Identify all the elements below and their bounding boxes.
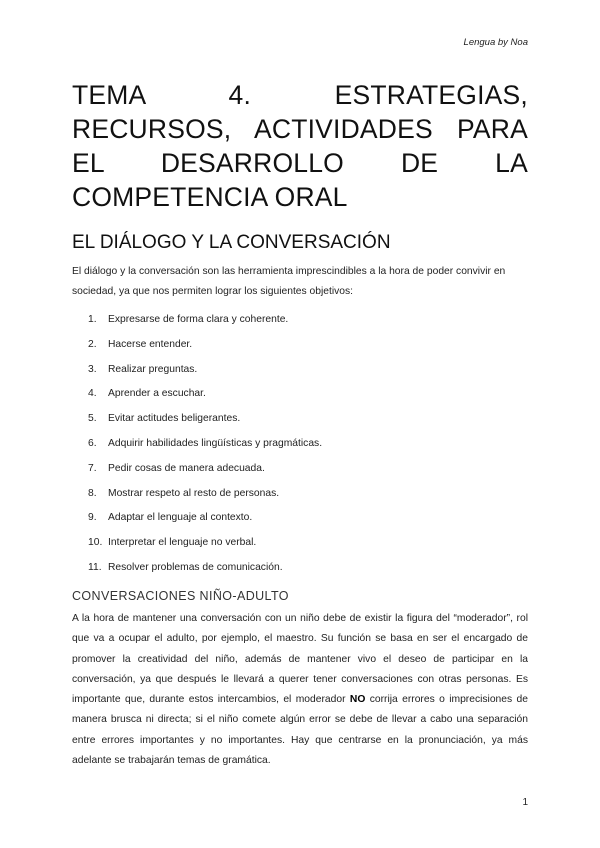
body-text-part-2: corrija errores o imprecisiones de manera brusca ni directa; si el niño comete algún error se debe de llevar a cabo una separación entre errores importantes y no importantes. Hay que centrarse en la pronunciación, ya más adelante se trabajarán temas de gramática. — [72, 694, 528, 767]
intro-paragraph: El diálogo y la conversación son las herramienta imprescindibles a la hora de poder convivir en sociedad, ya que nos permiten lograr los siguientes objetivos: — [72, 266, 506, 297]
list-item — [88, 533, 528, 558]
list-item — [88, 360, 528, 385]
list-item — [88, 459, 528, 484]
list-item-number: 7. — [88, 462, 97, 474]
subsection-heading: CONVERSACIONES NIÑO-ADULTO — [72, 589, 289, 603]
list-item — [88, 484, 528, 509]
list-item-text: Realizar preguntas. — [108, 363, 198, 375]
list-item-number: 5. — [88, 413, 97, 425]
list-item-text: Resolver problemas de comunicación. — [108, 561, 283, 573]
list-item-text: Aprender a escuchar. — [108, 388, 206, 400]
list-item-number: 1. — [88, 314, 97, 325]
list-item-text: Adquirir habilidades lingüísticas y pragmáticas. — [108, 437, 323, 449]
list-item-text: Mostrar respeto al resto de personas. — [108, 487, 280, 499]
list-item-text: Adaptar el lenguaje al contexto. — [108, 512, 253, 524]
list-item-number: 8. — [88, 487, 97, 499]
list-item-text: Interpretar el lenguaje no verbal. — [108, 537, 257, 549]
list-item-number: 3. — [88, 363, 97, 375]
body-text-part-1: A la hora de mantener una conversación con un niño debe de existir la figura del “moderador”, rol que va a ocupar el adulto, por ejemplo, el maestro. Su función se basa en ser el encargado de promover la creatividad del niño, además de mantener vivo el deseo de participar en la conversación, ya que después le llevará a querer tener conversaciones con otras personas. Es importante que, durante estos intercambios, el moderador — [72, 613, 528, 706]
list-item-number: 2. — [88, 338, 97, 350]
list-item-text: Hacerse entender. — [108, 338, 193, 350]
list-item — [88, 384, 528, 409]
section-heading: EL DIÁLOGO Y LA CONVERSACIÓN — [72, 232, 391, 253]
page-header: Lengua by Noa — [463, 37, 528, 48]
page-title: TEMA 4. ESTRATEGIAS, RECURSOS, ACTIVIDADES PARA EL DESARROLLO DE LA COMPETENCIA ORAL — [72, 80, 528, 212]
page-number: 1 — [522, 797, 528, 808]
emphasis-text: NO — [349, 694, 366, 706]
list-item-number: 11. — [88, 561, 102, 573]
list-item — [88, 558, 528, 583]
list-item-number: 9. — [88, 512, 97, 524]
list-item-number: 4. — [88, 388, 97, 400]
list-item-text: Expresarse de forma clara y coherente. — [108, 314, 289, 325]
list-item-text: Evitar actitudes beligerantes. — [108, 413, 241, 425]
body-paragraph — [72, 609, 528, 771]
objectives-list — [88, 310, 528, 583]
list-item-text: Pedir cosas de manera adecuada. — [108, 462, 265, 474]
list-item — [88, 310, 528, 335]
document-page — [72, 0, 528, 848]
list-item — [88, 434, 528, 459]
list-item-number: 10. — [88, 537, 103, 549]
list-item — [88, 508, 528, 533]
list-item-number: 6. — [88, 437, 97, 449]
list-item — [88, 335, 528, 360]
list-item — [88, 409, 528, 434]
